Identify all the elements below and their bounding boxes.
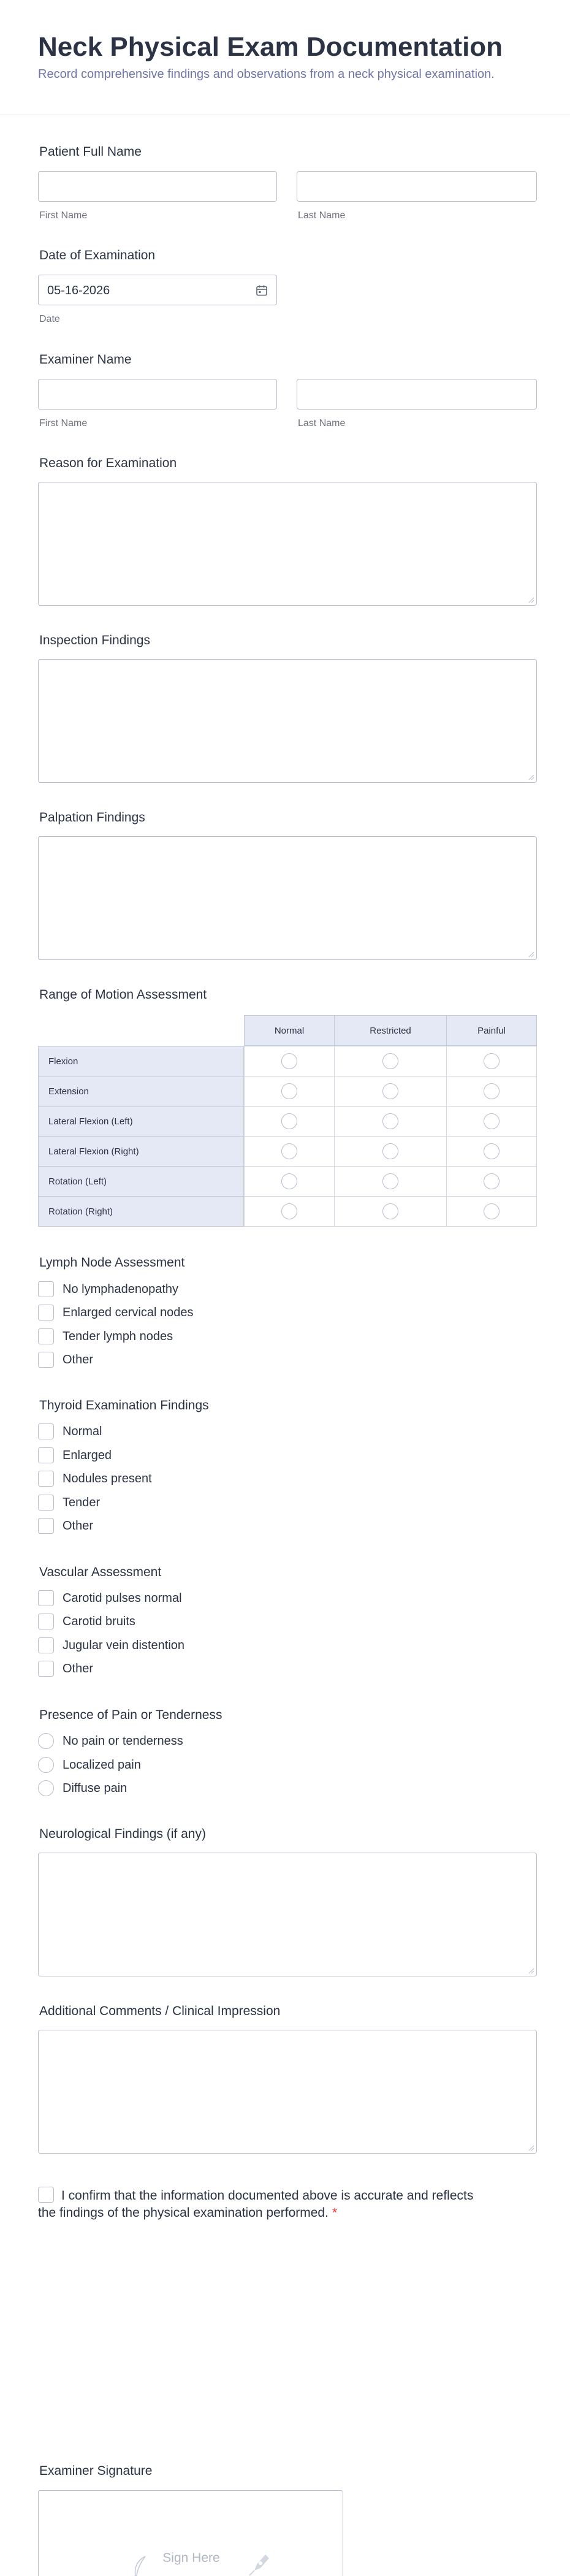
rom-radio[interactable] [382,1203,398,1219]
option-label: Carotid bruits [63,1614,135,1628]
exam-date-sublabel: Date [39,314,60,324]
thyroid-option[interactable] [38,1446,112,1465]
checkbox[interactable] [38,1518,54,1534]
option-label: No pain or tenderness [63,1734,183,1748]
thyroid-option[interactable] [38,1517,93,1535]
examiner-last-name-input[interactable] [297,379,537,410]
rom-radio[interactable] [382,1173,398,1189]
reason-label: Reason for Examination [39,456,177,470]
rom-row-lateral-flexion-right: Lateral Flexion (Right) [38,1136,244,1167]
rom-col-normal: Normal [244,1015,335,1046]
option-label: Normal [63,1424,102,1438]
exam-date-value: 05-16-2026 [47,284,110,297]
rom-radio[interactable] [484,1113,500,1129]
lymph-option[interactable] [38,1327,173,1346]
form-header [0,0,570,115]
rom-radio[interactable] [382,1143,398,1159]
checkbox[interactable] [38,1305,54,1320]
pain-option[interactable] [38,1779,127,1797]
checkbox[interactable] [38,1281,54,1297]
rom-cell [334,1046,447,1077]
rom-row-rotation-right: Rotation (Right) [38,1196,244,1227]
calendar-icon[interactable] [256,284,268,297]
rom-label: Range of Motion Assessment [39,988,207,1002]
radio[interactable] [38,1733,54,1749]
patient-name-label: Patient Full Name [39,145,142,159]
pain-option[interactable] [38,1732,183,1750]
rom-cell [244,1136,335,1167]
resize-handle-icon[interactable] [527,2144,534,2151]
signature-placeholder: Sign Here [162,2551,220,2565]
option-label: Tender [63,1495,101,1509]
neuro-textarea[interactable] [38,1853,537,1976]
rom-cell [446,1046,537,1077]
comments-label: Additional Comments / Clinical Impression [39,2004,281,2018]
option-label: Other [63,1519,94,1533]
option-label: Localized pain [63,1758,141,1772]
rom-cell [446,1076,537,1107]
comments-textarea[interactable] [38,2030,537,2154]
lymph-option[interactable] [38,1280,178,1298]
checkbox[interactable] [38,1661,54,1677]
option-label: Other [63,1352,94,1366]
resize-handle-icon[interactable] [527,773,534,780]
examiner-first-name-input[interactable] [38,379,277,410]
rom-col-painful: Painful [446,1015,537,1046]
vascular-option[interactable] [38,1636,184,1655]
rom-cell [334,1136,447,1167]
rom-radio[interactable] [281,1203,297,1219]
thyroid-option[interactable] [38,1422,102,1441]
examiner-first-name-sublabel: First Name [39,418,88,429]
resize-handle-icon[interactable] [527,950,534,958]
option-label: Diffuse pain [63,1781,127,1795]
rom-row-lateral-flexion-left: Lateral Flexion (Left) [38,1106,244,1137]
rom-radio[interactable] [281,1173,297,1189]
option-label: Other [63,1661,94,1675]
checkbox[interactable] [38,1328,54,1344]
resize-handle-icon[interactable] [527,596,534,603]
vascular-option[interactable] [38,1589,182,1607]
signature-label: Examiner Signature [39,2464,153,2478]
rom-cell [334,1196,447,1227]
rom-cell [446,1136,537,1167]
rom-cell [244,1106,335,1137]
rom-cell [446,1166,537,1197]
rom-row-flexion: Flexion [38,1046,244,1077]
form-subtitle: Record comprehensive findings and observations from a neck physical examination. [38,67,495,81]
rom-radio[interactable] [382,1053,398,1069]
confirm-checkbox-field[interactable] [38,2187,479,2222]
exam-date-input[interactable] [38,275,277,305]
inspection-label: Inspection Findings [39,633,150,647]
patient-last-name-sublabel: Last Name [298,210,346,221]
resize-handle-icon[interactable] [527,1967,534,1974]
rom-cell [334,1076,447,1107]
radio[interactable] [38,1757,54,1773]
option-label: Nodules present [63,1471,152,1485]
examiner-last-name-sublabel: Last Name [298,418,346,429]
reason-textarea[interactable] [38,482,537,606]
lymph-label: Lymph Node Assessment [39,1256,185,1270]
signature-pad[interactable] [38,2490,343,2576]
checkbox[interactable] [38,1614,54,1629]
rom-radio[interactable] [484,1203,500,1219]
required-mark: * [332,2206,338,2220]
vascular-option[interactable] [38,1612,135,1631]
checkbox[interactable] [38,1352,54,1368]
checkbox[interactable] [38,1471,54,1487]
pain-option[interactable] [38,1756,141,1774]
checkbox[interactable] [38,1423,54,1439]
pain-label: Presence of Pain or Tenderness [39,1708,222,1722]
neuro-label: Neurological Findings (if any) [39,1827,206,1841]
pen-nib-icon [247,2552,272,2576]
thyroid-label: Thyroid Examination Findings [39,1398,209,1412]
thyroid-option[interactable] [38,1469,152,1488]
rom-radio[interactable] [382,1083,398,1099]
rom-cell [446,1196,537,1227]
rom-cell [334,1106,447,1137]
confirm-checkbox[interactable] [38,2187,54,2203]
rom-radio[interactable] [382,1113,398,1129]
option-label: Enlarged cervical nodes [63,1305,194,1319]
rom-cell [334,1166,447,1197]
rom-row-extension: Extension [38,1076,244,1107]
rom-radio[interactable] [281,1143,297,1159]
option-label: Tender lymph nodes [63,1329,173,1343]
rom-radio[interactable] [484,1143,500,1159]
palpation-textarea[interactable] [38,836,537,960]
confirm-text: I confirm that the information documented above is accurate and reflects the findings of the physical examination performed. [38,2189,474,2220]
patient-last-name-input[interactable] [297,171,537,202]
option-label: No lymphadenopathy [63,1282,179,1296]
checkbox[interactable] [38,1590,54,1606]
palpation-label: Palpation Findings [39,810,145,825]
rom-radio[interactable] [484,1173,500,1189]
examiner-name-label: Examiner Name [39,352,132,367]
thyroid-option[interactable] [38,1493,100,1512]
checkbox[interactable] [38,1495,54,1511]
option-label: Jugular vein distention [63,1638,185,1652]
rom-radio[interactable] [281,1113,297,1129]
rom-cell [244,1076,335,1107]
rom-row-rotation-left: Rotation (Left) [38,1166,244,1197]
rom-cell [446,1106,537,1137]
patient-first-name-input[interactable] [38,171,277,202]
rom-radio[interactable] [281,1053,297,1069]
rom-cell [244,1166,335,1197]
vascular-label: Vascular Assessment [39,1565,162,1579]
inspection-textarea[interactable] [38,659,537,783]
rom-cell [244,1046,335,1077]
option-label: Enlarged [63,1448,112,1462]
radio[interactable] [38,1780,54,1796]
lymph-option[interactable] [38,1351,93,1369]
rom-cell [244,1196,335,1227]
checkbox[interactable] [38,1637,54,1653]
lymph-option[interactable] [38,1303,193,1322]
checkbox[interactable] [38,1447,54,1463]
rom-radio[interactable] [281,1083,297,1099]
rom-col-restricted: Restricted [334,1015,447,1046]
rom-radio[interactable] [484,1083,500,1099]
rom-radio[interactable] [484,1053,500,1069]
exam-date-label: Date of Examination [39,248,156,262]
vascular-option[interactable] [38,1660,93,1678]
patient-first-name-sublabel: First Name [39,210,88,221]
form-title: Neck Physical Exam Documentation [38,32,503,62]
option-label: Carotid pulses normal [63,1591,182,1605]
